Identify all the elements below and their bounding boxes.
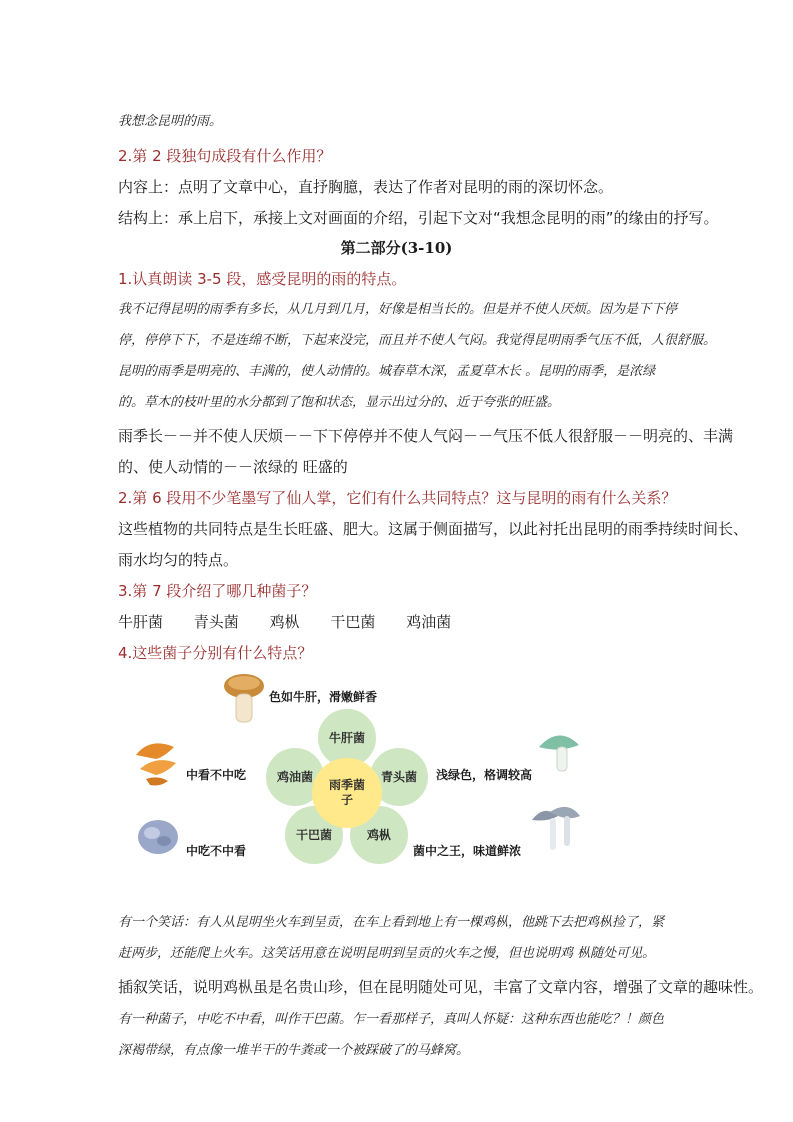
question-1: 1.认真朗读 3-5 段，感受昆明的雨的特点。 [118, 270, 407, 288]
label-niugan: 色如牛肝，滑嫩鲜香 [269, 690, 378, 704]
circle-qingtou: 青头菌 [368, 746, 430, 808]
mushroom-list [118, 612, 477, 632]
circle-niugan: 牛肝菌 [316, 707, 378, 769]
insert-analysis: 插叙笑话，说明鸡枞虽是名贵山珍，但在昆明随处可见，丰富了文章内容，增强了文章的趣味性。 [118, 978, 764, 996]
section-title: 第二部分(3-10) [340, 239, 453, 257]
mushroom-termite-icon [528, 800, 584, 856]
list-item: 干巴菌 [330, 613, 376, 631]
mushroom-ganba-icon [134, 815, 182, 859]
list-item: 牛肝菌 [118, 613, 164, 631]
mushroom-green-icon [535, 725, 583, 777]
question-6: 2.第 6 段用不少笔墨写了仙人掌，它们有什么共同特点？这与昆明的雨有什么关系？ [118, 489, 677, 507]
mushroom-chanterelle-icon [130, 735, 182, 787]
circle-jiyou: 鸡油菌 [264, 746, 326, 808]
joke-line-1: 有一个笑话：有人从昆明坐火车到呈贡，在车上看到地上有一棵鸡枞，他跳下去把鸡枞捡了，紧 [118, 915, 665, 930]
label-jizong: 菌中之王，味道鲜浓 [413, 844, 522, 858]
answer-6b: 雨水均匀的特点。 [118, 551, 239, 569]
center-circle: 雨季菌子 [312, 758, 382, 828]
list-item: 鸡油菌 [406, 613, 452, 631]
joke-line-2: 赶两步，还能爬上火车。这笑话用意在说明昆明到呈贡的火车之慢，但也说明鸡 枞随处可见。 [118, 946, 656, 961]
list-item: 青头菌 [193, 613, 239, 631]
label-ganba: 中吃不中看 [186, 844, 247, 858]
mushroom-brown-icon [222, 670, 266, 724]
label-qingtou: 浅绿色，格调较高 [436, 768, 533, 782]
excerpt-1a: 我不记得昆明的雨季有多长，从几月到几月，好像是相当长的。但是并不使人厌烦。因为是下下停 [118, 302, 678, 317]
circle-ganba: 干巴菌 [283, 804, 345, 866]
list-item: 鸡枞 [269, 613, 300, 631]
ganba-line-2: 深褐带绿，有点像一堆半干的牛粪或一个被踩破了的马蜂窝。 [118, 1043, 470, 1058]
excerpt-1b: 停，停停下下，不是连绵不断，下起来没完，而且并不使人气闷。我觉得昆明雨季气压不低，人很舒服。 [118, 333, 717, 348]
excerpt-2b: 的。草木的枝叶里的水分都到了饱和状态，显示出过分的、近于夸张的旺盛。 [118, 395, 561, 410]
summary-a: 雨季长－－并不使人厌烦－－下下停停并不使人气闷－－气压不低人很舒服－－明亮的、丰满 [118, 427, 734, 445]
circle-jizong: 鸡枞 [348, 804, 410, 866]
ganba-line-1: 有一种菌子，中吃不中看，叫作干巴菌。乍一看那样子，真叫人怀疑：这种东西也能吃？！颜色 [118, 1012, 665, 1027]
question-2: 2.第 2 段独句成段有什么作用？ [118, 147, 332, 165]
label-jiyou: 中看不中吃 [186, 768, 247, 782]
question-8: 4.这些菌子分别有什么特点？ [118, 644, 313, 662]
summary-b: 的、使人动情的－－浓绿的 旺盛的 [118, 458, 348, 476]
excerpt-2a: 昆明的雨季是明亮的、丰满的，使人动情的。城春草木深，孟夏草木长 。昆明的雨季，是浓绿 [118, 364, 656, 379]
answer-6a: 这些植物的共同特点是生长旺盛、肥大。这属于侧面描写，以此衬托出昆明的雨季持续时间长、 [118, 520, 749, 538]
quote-line: 我想念昆明的雨。 [118, 114, 223, 129]
mushroom-diagram [120, 670, 590, 870]
answer-structure: 结构上：承上启下，承接上文对画面的介绍，引起下文对“我想念昆明的雨”的缘由的抒写。 [118, 209, 719, 227]
answer-content: 内容上：点明了文章中心，直抒胸臆，表达了作者对昆明的雨的深切怀念。 [118, 178, 614, 196]
question-7: 3.第 7 段介绍了哪几种菌子？ [118, 582, 317, 600]
